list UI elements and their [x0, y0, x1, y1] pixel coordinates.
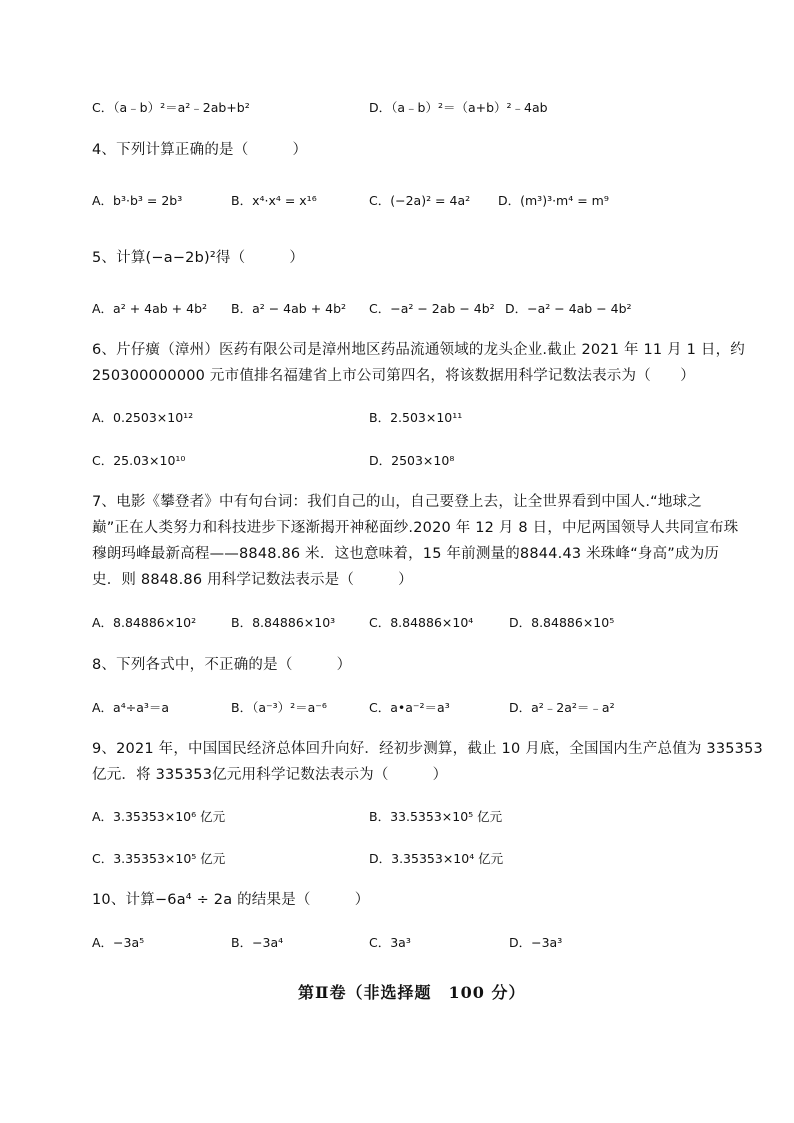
q10-option-b: B．−3a⁴: [231, 935, 284, 950]
q3-option-d: D．（a﹣b）²＝（a+b）²﹣4ab: [369, 100, 548, 115]
q7-option-d: D．8.84886×10⁵: [509, 615, 615, 630]
q7-option-a: A．8.84886×10²: [92, 615, 197, 630]
q5-option-c: C．−a² − 2ab − 4b²: [369, 301, 495, 316]
q7-stem-line3: 穆朗玛峰最新高程——8848.86 米．这也意味着，15 年前测量的8844.43 米珠峰“身高”成为历: [92, 546, 720, 562]
q4-option-a: A．b³·b³ = 2b³: [92, 193, 183, 208]
section-title: 第Ⅱ卷（非选择题 100 分）: [298, 983, 526, 1002]
q4-option-c: C．(−2a)² = 4a²: [369, 193, 471, 208]
q8-option-d: D．a²﹣2a²＝﹣a²: [509, 700, 615, 715]
q6-option-b: B．2.503×10¹¹: [369, 410, 463, 425]
q7-stem-line4: 史．则 8848.86 用科学记数法表示是（ ）: [92, 572, 413, 588]
q5-option-d: D．−a² − 4ab − 4b²: [505, 301, 632, 316]
q7-option-b: B．8.84886×10³: [231, 615, 336, 630]
q7-stem-line1: 7、电影《攀登者》中有句台词：我们自己的山，自己要登上去，让全世界看到中国人.“地球之: [92, 494, 702, 510]
q8-option-b: B．（a⁻³）²＝a⁻⁶: [231, 700, 327, 715]
q10-option-c: C．3a³: [369, 935, 411, 950]
q5-stem: 5、计算(−a−2b)²得（ ）: [92, 250, 305, 266]
q5-option-b: B．a² − 4ab + 4b²: [231, 301, 347, 316]
q7-option-c: C．8.84886×10⁴: [369, 615, 474, 630]
q10-option-d: D．−3a³: [509, 935, 563, 950]
q9-stem-line1: 9、2021 年，中国国民经济总体回升向好．经初步测算，截止 10 月底，全国国内生产总值为 335353: [92, 741, 763, 757]
q4-option-b: B．x⁴·x⁴ = x¹⁶: [231, 193, 317, 208]
q6-option-c: C．25.03×10¹⁰: [92, 453, 186, 468]
q9-option-b: B．33.5353×10⁵ 亿元: [369, 809, 503, 824]
q9-option-a: A．3.35353×10⁶ 亿元: [92, 809, 226, 824]
q8-stem: 8、下列各式中，不正确的是（ ）: [92, 657, 352, 673]
q6-stem-line2: 250300000000 元市值排名福建省上市公司第四名，将该数据用科学记数法表示为（ ）: [92, 368, 696, 384]
q6-option-a: A．0.2503×10¹²: [92, 410, 194, 425]
q5-option-a: A．a² + 4ab + 4b²: [92, 301, 208, 316]
q4-stem: 4、下列计算正确的是（ ）: [92, 142, 308, 158]
q6-option-d: D．2503×10⁸: [369, 453, 455, 468]
q9-option-c: C．3.35353×10⁵ 亿元: [92, 851, 226, 866]
q4-option-d: D．(m³)³·m⁴ = m⁹: [498, 193, 609, 208]
q9-option-d: D．3.35353×10⁴ 亿元: [369, 851, 504, 866]
q3-option-c: C．（a﹣b）²＝a²﹣2ab+b²: [92, 100, 250, 115]
q10-stem: 10、计算−6a⁴ ÷ 2a 的结果是（ ）: [92, 892, 370, 908]
q8-option-a: A．a⁴÷a³＝a: [92, 700, 170, 715]
q7-stem-line2: 巅”正在人类努力和科技进步下逐渐揭开神秘面纱.2020 年 12 月 8 日，中尼两国领导人共同宣布珠: [92, 520, 739, 536]
q6-stem-line1: 6、片仔癀（漳州）医药有限公司是漳州地区药品流通领域的龙头企业.截止 2021 年 11 月 1 日，约: [92, 342, 745, 358]
q9-stem-line2: 亿元．将 335353亿元用科学记数法表示为（ ）: [92, 767, 448, 783]
q8-option-c: C．a•a⁻²＝a³: [369, 700, 450, 715]
q10-option-a: A．−3a⁵: [92, 935, 145, 950]
